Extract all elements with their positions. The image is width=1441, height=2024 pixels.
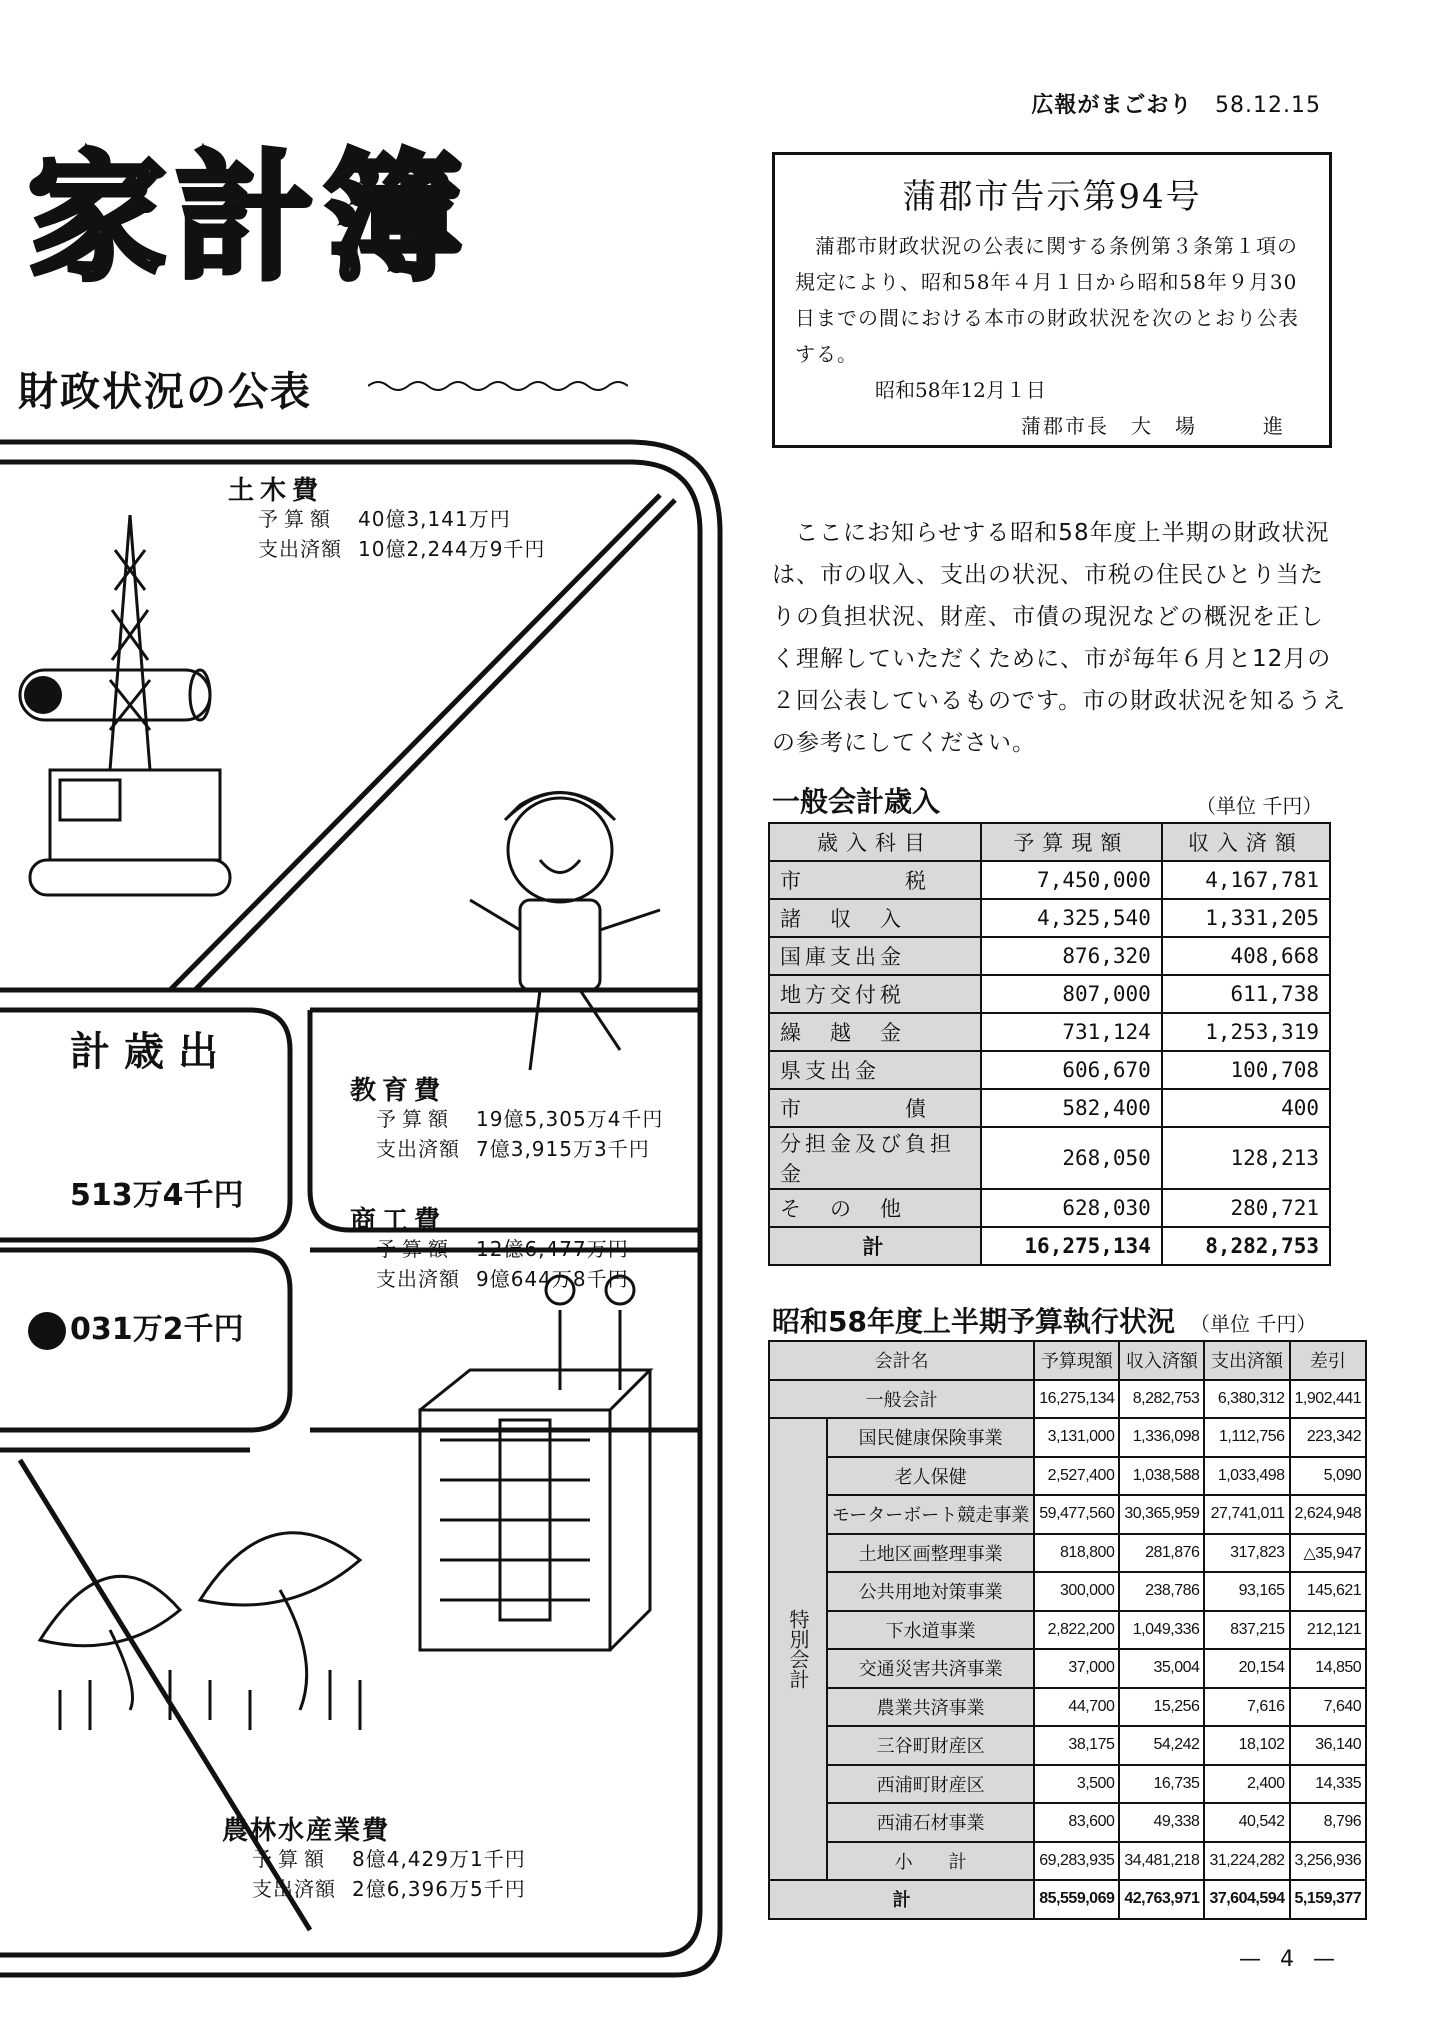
spent-value: 7億3,915万3千円 (476, 1137, 650, 1161)
wave-decoration (368, 378, 628, 394)
table-cell: 300,000 (1034, 1572, 1119, 1611)
table-row (769, 937, 1330, 975)
table-row (769, 1649, 1366, 1688)
special-accounts-label: 特別会計 (769, 1418, 827, 1880)
budget-label: 予算額 (258, 507, 336, 531)
row-label: 一般会計 (769, 1380, 1034, 1419)
table-cell: 837,215 (1204, 1611, 1289, 1650)
table-cell: 37,000 (1034, 1649, 1119, 1688)
publication-header (1031, 88, 1321, 119)
notice-body: 蒲郡市財政状況の公表に関する条例第３条第１項の規定により、昭和58年４月１日から昭和58年９月30日までの間における本市の財政状況を次のとおり公表する。 (795, 234, 1299, 366)
table-cell: 3,256,936 (1290, 1842, 1367, 1881)
table-cell: 818,800 (1034, 1534, 1119, 1573)
page-number: — 4 — (1239, 1947, 1341, 1972)
table-cell: 317,823 (1204, 1534, 1289, 1573)
table-cell: 4,167,781 (1162, 861, 1330, 899)
total-row (769, 1880, 1366, 1919)
table-cell: 15,256 (1119, 1688, 1204, 1727)
page-subtitle: 財政状況の公表 (18, 369, 312, 415)
revenue-table-title: 一般会計歳入 (772, 785, 941, 818)
row-label: 公共用地対策事業 (827, 1572, 1034, 1611)
table-row (769, 1127, 1330, 1189)
spent-value: 9億644万8千円 (476, 1267, 629, 1291)
table-cell: 7,450,000 (981, 861, 1162, 899)
publication-date: 58.12.15 (1215, 93, 1321, 118)
table-cell: 145,621 (1290, 1572, 1367, 1611)
row-label: 諸 収 入 (769, 899, 981, 937)
table-cell: 7,616 (1204, 1688, 1289, 1727)
table-cell: 2,624,948 (1290, 1495, 1367, 1534)
table-cell: 8,282,753 (1119, 1380, 1204, 1419)
table-cell: 1,038,588 (1119, 1457, 1204, 1496)
row-label: 県支出金 (769, 1051, 981, 1089)
budget-label: 予算額 (252, 1847, 330, 1871)
row-label: 西浦町財産区 (827, 1765, 1034, 1804)
budget-value: 40億3,141万円 (358, 507, 511, 531)
total-row (769, 1227, 1330, 1265)
table-cell: 31,224,282 (1204, 1842, 1289, 1881)
table-cell: 223,342 (1290, 1418, 1367, 1457)
table-cell: 16,275,134 (981, 1227, 1162, 1265)
table-row (769, 1380, 1366, 1419)
table-row (769, 1611, 1366, 1650)
row-label: 計 (769, 1227, 981, 1265)
table-cell: 128,213 (1162, 1127, 1330, 1189)
table-cell: 85,559,069 (1034, 1880, 1119, 1919)
table-cell: 2,527,400 (1034, 1457, 1119, 1496)
execution-table-title: 昭和58年度上半期予算執行状況 (772, 1305, 1175, 1338)
row-label: 国庫支出金 (769, 937, 981, 975)
table-cell: 100,708 (1162, 1051, 1330, 1089)
table-cell: 606,670 (981, 1051, 1162, 1089)
table-cell: 83,600 (1034, 1803, 1119, 1842)
column-header: 予算現額 (1034, 1341, 1119, 1380)
table-row (769, 1688, 1366, 1727)
bullet-dot (28, 1312, 66, 1350)
column-header: 差引 (1290, 1341, 1367, 1380)
table-cell: 35,004 (1119, 1649, 1204, 1688)
table-cell: 1,033,498 (1204, 1457, 1289, 1496)
budget-value: 19億5,305万4千円 (476, 1107, 664, 1131)
row-label: 地方交付税 (769, 975, 981, 1013)
table-cell: 1,902,441 (1290, 1380, 1367, 1419)
table-cell: △35,947 (1290, 1534, 1367, 1573)
row-label: 国民健康保険事業 (827, 1418, 1034, 1457)
civil-engineering-amounts (258, 504, 545, 564)
intro-paragraph: ここにお知らせする昭和58年度上半期の財政状況は、市の収入、支出の状況、市税の住民ひとり当たりの負担状況、財産、市債の現況などの概況を正しく理解していただくために、市が毎年６月と12月の２回公表しているものです。市の財政状況を知るうえの参考にしてください。 (772, 520, 1347, 756)
table-cell: 1,331,205 (1162, 899, 1330, 937)
table-cell: 611,738 (1162, 975, 1330, 1013)
table-cell: 20,154 (1204, 1649, 1289, 1688)
spent-label: 支出済額 (376, 1267, 460, 1291)
agriculture-amounts (252, 1844, 526, 1904)
row-label: 計 (769, 1880, 1034, 1919)
budget-label: 予算額 (376, 1107, 454, 1131)
row-label: 小 計 (827, 1842, 1034, 1881)
table-cell: 268,050 (981, 1127, 1162, 1189)
column-header: 歳入科目 (769, 823, 981, 861)
table-cell: 280,721 (1162, 1189, 1330, 1227)
agriculture-title: 農林水産業費 (222, 1816, 391, 1846)
spent-value: 2億6,396万5千円 (352, 1877, 526, 1901)
publication-name: 広報がまごおり (1031, 93, 1193, 118)
row-label: 下水道事業 (827, 1611, 1034, 1650)
column-header: 支出済額 (1204, 1341, 1289, 1380)
row-label: 西浦石材事業 (827, 1803, 1034, 1842)
column-header: 会計名 (769, 1341, 1034, 1380)
revenue-table (768, 822, 1331, 1266)
page-title: 家計簿 (28, 138, 473, 299)
table-cell: 36,140 (1290, 1726, 1367, 1765)
row-label: 土地区画整理事業 (827, 1534, 1034, 1573)
table-cell: 69,283,935 (1034, 1842, 1119, 1881)
expenditure-amount-1: 513万4千円 (70, 1178, 244, 1213)
table-row (769, 1495, 1366, 1534)
row-label: モーターボート競走事業 (827, 1495, 1034, 1534)
execution-table-body (769, 1380, 1366, 1919)
table-cell: 1,336,098 (1119, 1418, 1204, 1457)
execution-table-unit: （単位 千円） (1190, 1312, 1317, 1336)
table-cell: 59,477,560 (1034, 1495, 1119, 1534)
table-cell: 731,124 (981, 1013, 1162, 1051)
table-cell: 4,325,540 (981, 899, 1162, 937)
row-label: 市 債 (769, 1089, 981, 1127)
spent-label: 支出済額 (258, 537, 342, 561)
table-cell: 1,253,319 (1162, 1013, 1330, 1051)
notice-date: 昭和58年12月１日 (875, 378, 1046, 402)
building-illustration (420, 1276, 650, 1650)
table-row (769, 975, 1330, 1013)
budget-value: 8億4,429万1千円 (352, 1847, 526, 1871)
table-cell: 16,275,134 (1034, 1380, 1119, 1419)
row-label: 老人保健 (827, 1457, 1034, 1496)
table-cell: 42,763,971 (1119, 1880, 1204, 1919)
table-row (769, 1418, 1366, 1457)
table-cell: 238,786 (1119, 1572, 1204, 1611)
budget-label: 予算額 (376, 1237, 454, 1261)
education-title: 教育費 (350, 1076, 447, 1106)
table-cell: 8,282,753 (1162, 1227, 1330, 1265)
row-label: 市 税 (769, 861, 981, 899)
notice-title: 蒲郡市告示第94号 (902, 177, 1202, 217)
spent-value: 10億2,244万9千円 (358, 537, 546, 561)
table-cell: 2,400 (1204, 1765, 1289, 1804)
table-cell: 212,121 (1290, 1611, 1367, 1650)
table-cell: 1,112,756 (1204, 1418, 1289, 1457)
table-row (769, 1572, 1366, 1611)
row-label: 繰 越 金 (769, 1013, 981, 1051)
table-cell: 44,700 (1034, 1688, 1119, 1727)
table-row (769, 1842, 1366, 1881)
table-cell: 54,242 (1119, 1726, 1204, 1765)
table-cell: 14,850 (1290, 1649, 1367, 1688)
boy-illustration (470, 793, 660, 1071)
table-row (769, 1013, 1330, 1051)
table-cell: 400 (1162, 1089, 1330, 1127)
table-header-row (769, 1341, 1366, 1380)
table-cell: 3,500 (1034, 1765, 1119, 1804)
row-label: そ の 他 (769, 1189, 981, 1227)
table-row (769, 1726, 1366, 1765)
table-cell: 5,159,377 (1290, 1880, 1367, 1919)
expenditure-amount-2: 031万2千円 (70, 1312, 244, 1347)
table-cell: 16,735 (1119, 1765, 1204, 1804)
execution-table (768, 1340, 1367, 1920)
notice-box (772, 152, 1332, 448)
table-row (769, 1051, 1330, 1089)
row-label: 分担金及び負担金 (769, 1127, 981, 1189)
column-header: 収入済額 (1162, 823, 1330, 861)
table-row (769, 1765, 1366, 1804)
row-label: 交通災害共済事業 (827, 1649, 1034, 1688)
budget-value: 12億6,477万円 (476, 1237, 629, 1261)
table-cell: 628,030 (981, 1189, 1162, 1227)
table-row (769, 1457, 1366, 1496)
education-amounts (376, 1104, 663, 1164)
table-header-row (769, 823, 1330, 861)
table-cell: 281,876 (1119, 1534, 1204, 1573)
table-cell: 6,380,312 (1204, 1380, 1289, 1419)
revenue-table-body (769, 861, 1330, 1265)
spent-label: 支出済額 (252, 1877, 336, 1901)
table-cell: 807,000 (981, 975, 1162, 1013)
table-cell: 38,175 (1034, 1726, 1119, 1765)
table-row (769, 1534, 1366, 1573)
farmers-illustration (40, 1533, 360, 1730)
table-cell: 40,542 (1204, 1803, 1289, 1842)
table-cell: 49,338 (1119, 1803, 1204, 1842)
column-header: 収入済額 (1119, 1341, 1204, 1380)
table-cell: 582,400 (981, 1089, 1162, 1127)
table-row (769, 899, 1330, 937)
table-cell: 18,102 (1204, 1726, 1289, 1765)
column-header: 予算現額 (981, 823, 1162, 861)
civil-engineering-title: 土木費 (228, 476, 325, 506)
expenditure-heading: 計歳出 (70, 1029, 232, 1075)
table-cell: 8,796 (1290, 1803, 1367, 1842)
revenue-table-unit: （単位 千円） (1196, 794, 1323, 818)
table-row (769, 1803, 1366, 1842)
bullet-dot (24, 676, 62, 714)
table-cell: 30,365,959 (1119, 1495, 1204, 1534)
table-cell: 408,668 (1162, 937, 1330, 975)
table-cell: 2,822,200 (1034, 1611, 1119, 1650)
table-cell: 876,320 (981, 937, 1162, 975)
table-cell: 7,640 (1290, 1688, 1367, 1727)
notice-signature: 蒲郡市長 大 場 進 (1021, 414, 1285, 438)
table-row (769, 861, 1330, 899)
table-cell: 34,481,218 (1119, 1842, 1204, 1881)
table-cell: 27,741,011 (1204, 1495, 1289, 1534)
table-cell: 37,604,594 (1204, 1880, 1289, 1919)
table-cell: 5,090 (1290, 1457, 1367, 1496)
commerce-amounts (376, 1234, 629, 1294)
table-row (769, 1089, 1330, 1127)
table-row (769, 1189, 1330, 1227)
commerce-title: 商工費 (350, 1206, 447, 1236)
table-cell: 93,165 (1204, 1572, 1289, 1611)
table-cell: 14,335 (1290, 1765, 1367, 1804)
table-cell: 3,131,000 (1034, 1418, 1119, 1457)
spent-label: 支出済額 (376, 1137, 460, 1161)
row-label: 農業共済事業 (827, 1688, 1034, 1727)
table-cell: 1,049,336 (1119, 1611, 1204, 1650)
row-label: 三谷町財産区 (827, 1726, 1034, 1765)
